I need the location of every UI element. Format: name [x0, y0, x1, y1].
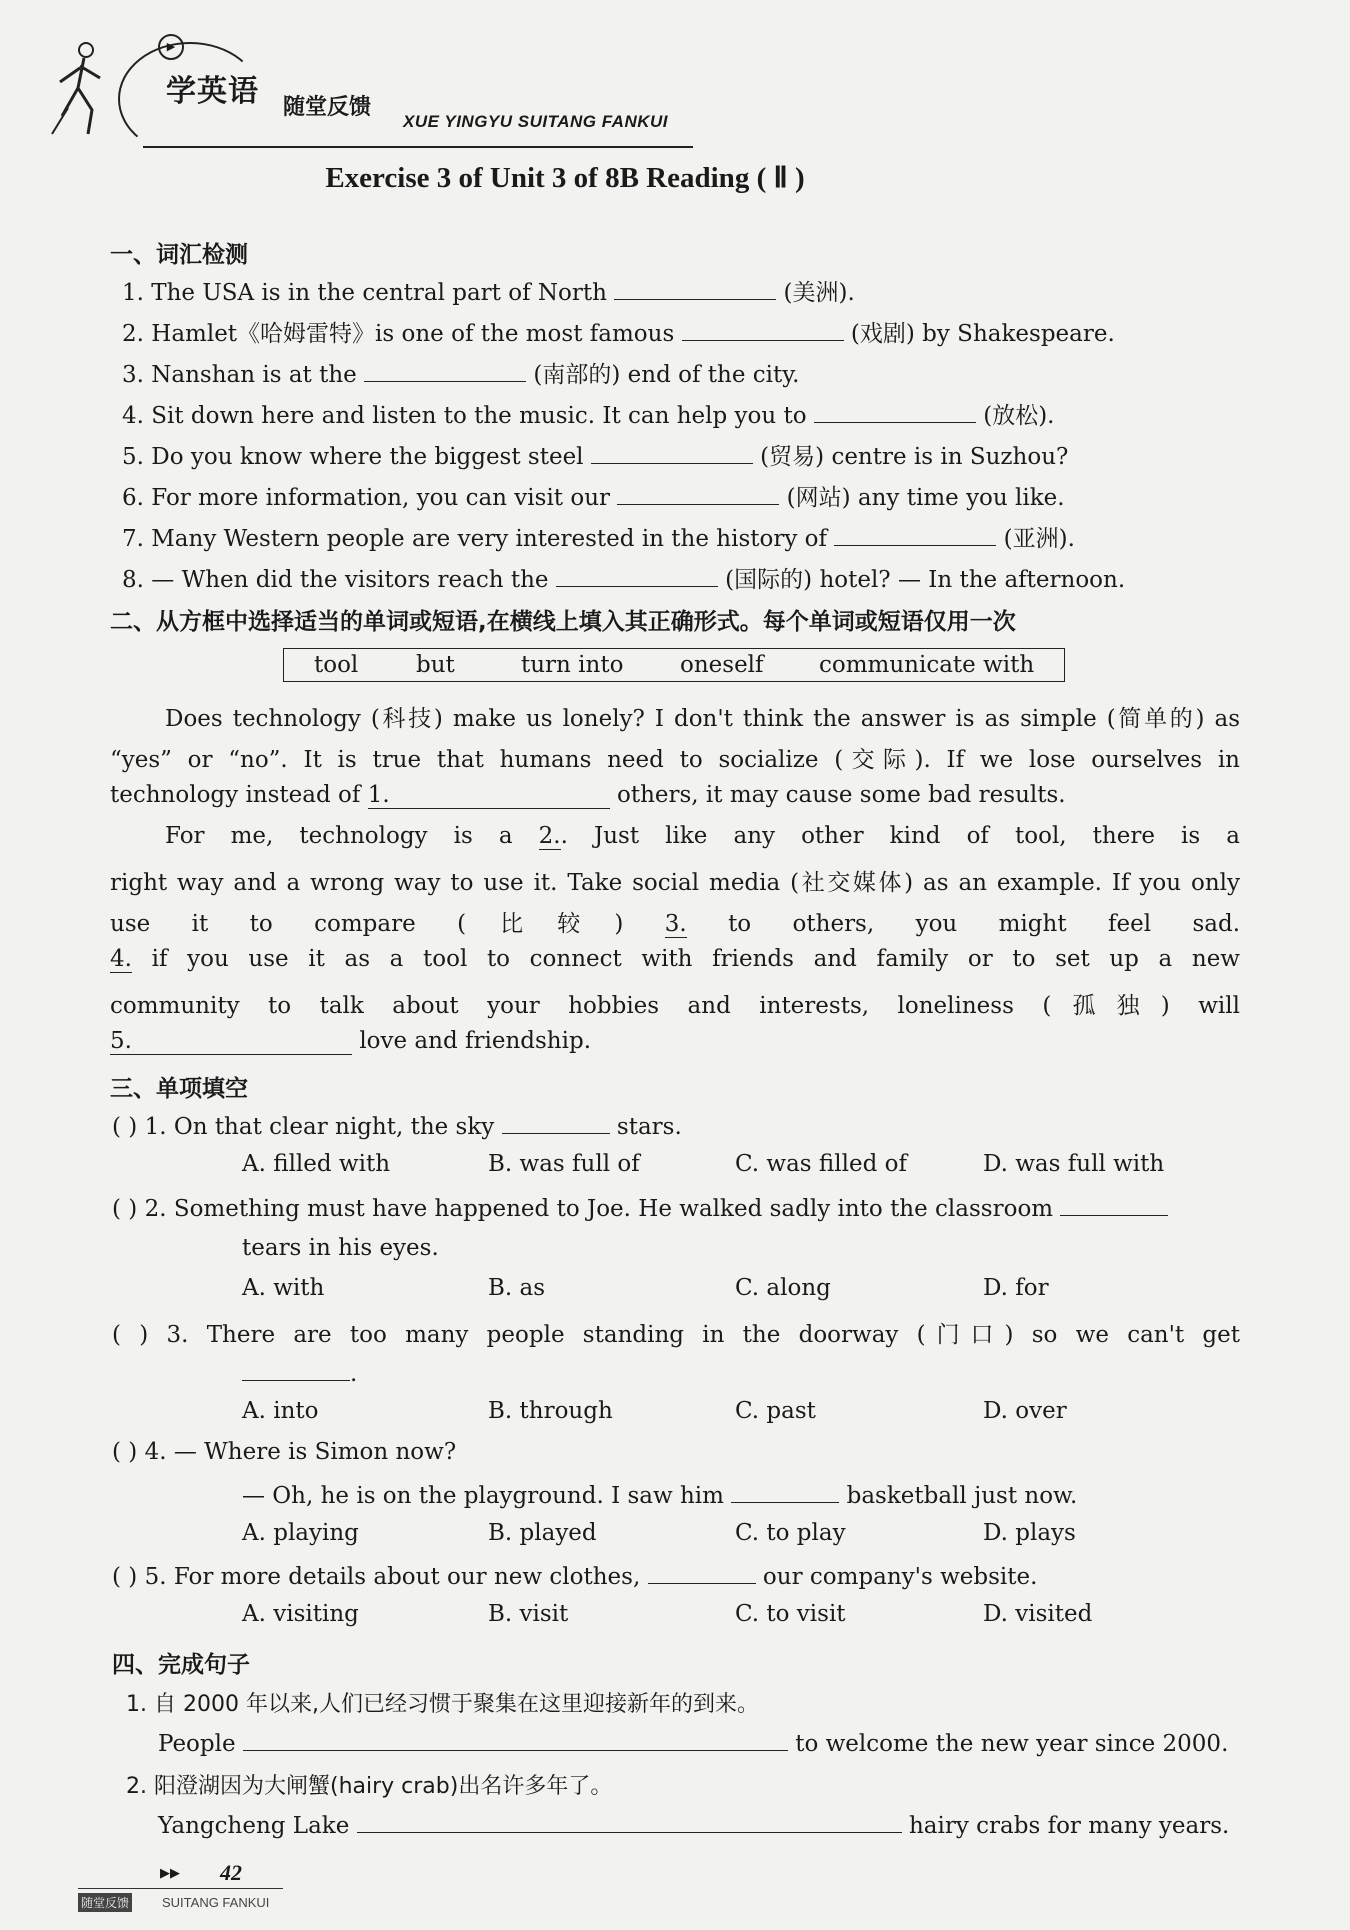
option-b[interactable]: B. through [488, 1398, 613, 1424]
answer-blank[interactable] [556, 564, 718, 587]
passage-line: 5. love and friendship. [110, 1028, 592, 1054]
answer-paren[interactable]: ( ) [112, 1196, 138, 1222]
answer-paren[interactable]: ( ) [112, 1439, 138, 1465]
answer-blank[interactable] [591, 441, 753, 464]
option-c[interactable]: C. along [735, 1275, 831, 1301]
double-arrow-icon: ▶▶ [160, 1866, 180, 1881]
footer-rule [78, 1888, 283, 1889]
word-box [283, 648, 1065, 682]
answer-blank[interactable] [834, 523, 996, 546]
page-title: Exercise 3 of Unit 3 of 8B Reading ( Ⅱ ) [325, 162, 805, 194]
section4-heading: 四、完成句子 [112, 1652, 250, 1678]
answer-blank[interactable] [357, 1810, 902, 1833]
answer-blank[interactable] [614, 277, 776, 300]
option-b[interactable]: B. visit [488, 1601, 569, 1627]
question-blank [502, 1111, 610, 1134]
answer-blank-2[interactable]: 2. [538, 823, 561, 849]
sentence-1-chinese: 1. 自 2000 年以来,人们已经习惯于聚集在这里迎接新年的到来。 [126, 1692, 759, 1717]
answer-blank[interactable] [243, 1728, 788, 1751]
section2-heading: 二、从方框中选择适当的单词或短语,在横线上填入其正确形式。每个单词或短语仅用一次 [110, 609, 1016, 635]
question-blank [1060, 1193, 1168, 1216]
header-title: 学英语 [166, 74, 259, 109]
word-option: tool [314, 652, 359, 678]
passage-line: “yes” or “no”. It is true that humans need to socialize (交际). If we lose ourselves in [110, 747, 1240, 773]
runner-figure-icon [48, 38, 118, 138]
word-option: oneself [680, 652, 764, 678]
option-a[interactable]: A. into [242, 1398, 319, 1424]
word-option: turn into [521, 652, 624, 678]
vocab-item-8: 8. — When did the visitors reach the (国际的) hotel? — In the afternoon. [122, 561, 1125, 594]
option-c[interactable]: C. to play [735, 1520, 846, 1546]
passage-line: 4. if you use it as a tool to connect with friends and family or to set up a new [110, 946, 1240, 972]
answer-paren[interactable]: ( ) [112, 1114, 138, 1140]
option-a[interactable]: A. with [242, 1275, 325, 1301]
answer-paren[interactable]: ( ) [112, 1564, 138, 1590]
sentence-2-chinese: 2. 阳澄湖因为大闸蟹(hairy crab)出名许多年了。 [126, 1774, 613, 1799]
passage-line: community to talk about your hobbies and interests, loneliness (孤独) will [110, 993, 1240, 1019]
footer-tag: 随堂反馈 [78, 1893, 132, 1912]
question-blank [242, 1358, 350, 1381]
passage-line: right way and a wrong way to use it. Take social media (社交媒体) as an example. If you only [110, 870, 1240, 896]
footer-pinyin: SUITANG FANKUI [162, 1895, 270, 1910]
answer-blank-4[interactable]: 4. [110, 946, 132, 972]
vocab-item-2: 2. Hamlet《哈姆雷特》is one of the most famous (戏剧) by Shakespeare. [122, 315, 1115, 348]
word-option: but [416, 652, 455, 678]
vocab-item-5: 5. Do you know where the biggest steel (贸易) centre is in Suzhou? [122, 438, 1068, 471]
page-number: 42 [220, 1860, 242, 1885]
option-a[interactable]: A. visiting [242, 1601, 359, 1627]
option-a[interactable]: A. playing [242, 1520, 359, 1546]
word-option: communicate with [819, 652, 1035, 678]
sentence-1-english: People to welcome the new year since 2000. [158, 1728, 1228, 1757]
question-continuation: tears in his eyes. [242, 1235, 439, 1261]
answer-blank[interactable] [682, 318, 844, 341]
question-continuation: — Oh, he is on the playground. I saw him basketball just now. [242, 1480, 1077, 1509]
option-c[interactable]: C. to visit [735, 1601, 846, 1627]
header-subtitle: 随堂反馈 [283, 95, 372, 120]
passage-line: use it to compare (比较) 3. to others, you might feel sad. [110, 911, 1241, 937]
passage-line: Does technology (科技) make us lonely? I don't think the answer is as simple (简单的) as [165, 706, 1240, 732]
option-a[interactable]: A. filled with [242, 1151, 391, 1177]
section3-heading: 三、单项填空 [110, 1076, 248, 1102]
answer-blank[interactable] [364, 359, 526, 382]
vocab-item-4: 4. Sit down here and listen to the music. It can help you to (放松). [122, 397, 1054, 430]
option-c[interactable]: C. was filled of [735, 1151, 907, 1177]
passage-line: For me, technology is a 2.. Just like any other kind of tool, there is a [165, 823, 1240, 849]
vocab-item-3: 3. Nanshan is at the (南部的) end of the city. [122, 356, 800, 389]
question-continuation: . [242, 1358, 357, 1387]
answer-blank-1[interactable]: 1. [368, 782, 610, 809]
mc-question-4: ( ) 4. — Where is Simon now? [112, 1439, 457, 1465]
header-pinyin: XUE YINGYU SUITANG FANKUI [403, 112, 669, 131]
option-d[interactable]: D. over [983, 1398, 1067, 1424]
section1-heading: 一、词汇检测 [110, 242, 248, 268]
option-b[interactable]: B. played [488, 1520, 597, 1546]
answer-blank-5[interactable]: 5. [110, 1028, 352, 1055]
vocab-item-1: 1. The USA is in the central part of North (美洲). [122, 274, 855, 307]
play-icon: ▶ [158, 34, 184, 60]
answer-paren[interactable]: ( ) [112, 1322, 149, 1348]
answer-blank-3[interactable]: 3. [664, 911, 687, 937]
header-logo [48, 28, 688, 138]
option-d[interactable]: D. visited [983, 1601, 1093, 1627]
mc-question-1: ( ) 1. On that clear night, the sky stars. [112, 1111, 682, 1140]
sentence-2-english: Yangcheng Lake hairy crabs for many years. [158, 1810, 1229, 1839]
question-blank [648, 1561, 756, 1584]
vocab-item-6: 6. For more information, you can visit our (网站) any time you like. [122, 479, 1065, 512]
option-c[interactable]: C. past [735, 1398, 816, 1424]
question-blank [731, 1480, 839, 1503]
option-d[interactable]: D. for [983, 1275, 1049, 1301]
mc-question-2: ( ) 2. Something must have happened to Joe. He walked sadly into the classroom [112, 1193, 1168, 1222]
passage-line: technology instead of 1. others, it may cause some bad results. [110, 782, 1066, 808]
option-d[interactable]: D. was full with [983, 1151, 1165, 1177]
option-d[interactable]: D. plays [983, 1520, 1076, 1546]
header-rule [143, 146, 693, 148]
option-b[interactable]: B. was full of [488, 1151, 640, 1177]
mc-question-5: ( ) 5. For more details about our new clothes, our company's website. [112, 1561, 1037, 1590]
answer-blank[interactable] [617, 482, 779, 505]
option-b[interactable]: B. as [488, 1275, 546, 1301]
vocab-item-7: 7. Many Western people are very interested in the history of (亚洲). [122, 520, 1075, 553]
mc-question-3: ( ) 3. There are too many people standing in the doorway (门口) so we can't get [112, 1322, 1241, 1348]
answer-blank[interactable] [814, 400, 976, 423]
